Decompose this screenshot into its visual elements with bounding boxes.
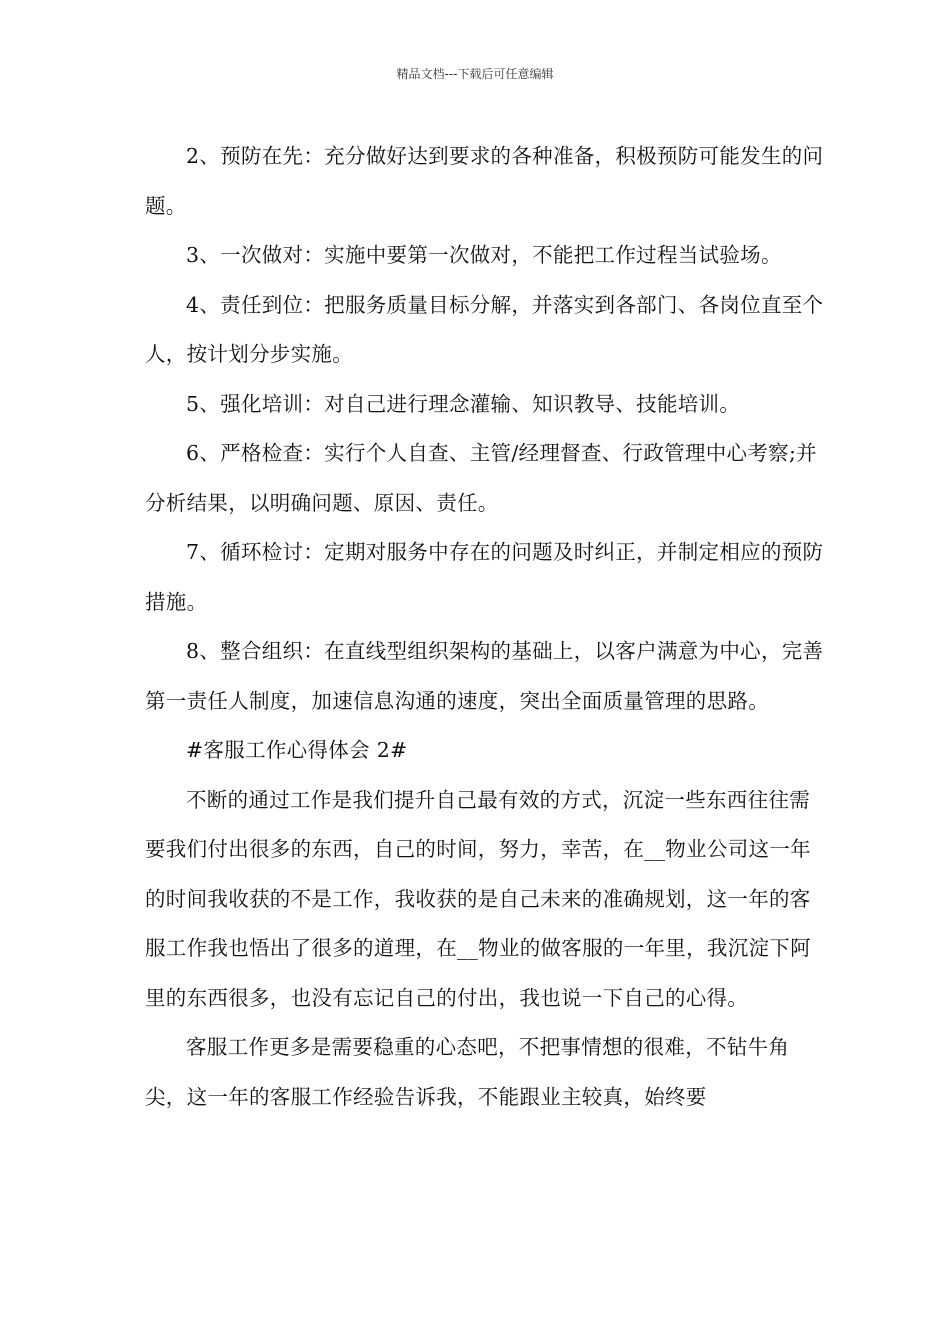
paragraph-item-8: 8、整合组织：在直线型组织架构的基础上，以客户满意为中心，完善第一责任人制度，加速信息沟通的速度，突出全面质量管理的思路。 [145,639,824,713]
paragraph-item-3: 3、一次做对：实施中要第一次做对，不能把工作过程当试验场。 [186,243,782,267]
paragraph-item-6: 6、严格检查：实行个人自查、主管/经理督查、行政管理中心考察;并分析结果，以明确问题、原因、责任。 [145,441,817,515]
page-header: 精品文档---下载后可任意编辑 [396,67,554,81]
paragraph-item-4: 4、责任到位：把服务质量目标分解，并落实到各部门、各岗位直至个人，按计划分步实施。 [145,292,824,366]
paragraph-item-2: 2、预防在先：充分做好达到要求的各种准备，积极预防可能发生的问题。 [145,144,824,218]
paragraph-item-5: 5、强化培训：对自己进行理念灌输、知识教导、技能培训。 [186,391,741,416]
document-body [145,132,825,1122]
paragraph-item-7: 7、循环检讨：定期对服务中存在的问题及时纠正，并制定相应的预防措施。 [145,540,824,614]
body-paragraph: 不断的通过工作是我们提升自己最有效的方式，沉淀一些东西往往需要我们付出很多的东西，自己的时间，努力，幸苦，在__物业公司这一年的时间我收获的不是工作，我收获的是自己未来的准确规划，这一年的客服工作我也悟出了很多的道理，在__物业的做客服的一年里，我沉淀下阿里的东西很多，也没有忘记自己的付出，我也说一下自己的心得。 [145,787,811,1010]
section-heading: #客服工作心得体会 2# [186,738,408,762]
body-paragraph: 客服工作更多是需要稳重的心态吧，不把事情想的很难，不钻牛角尖，这一年的客服工作经验告诉我，不能跟业主较真，始终要 [145,1035,790,1109]
